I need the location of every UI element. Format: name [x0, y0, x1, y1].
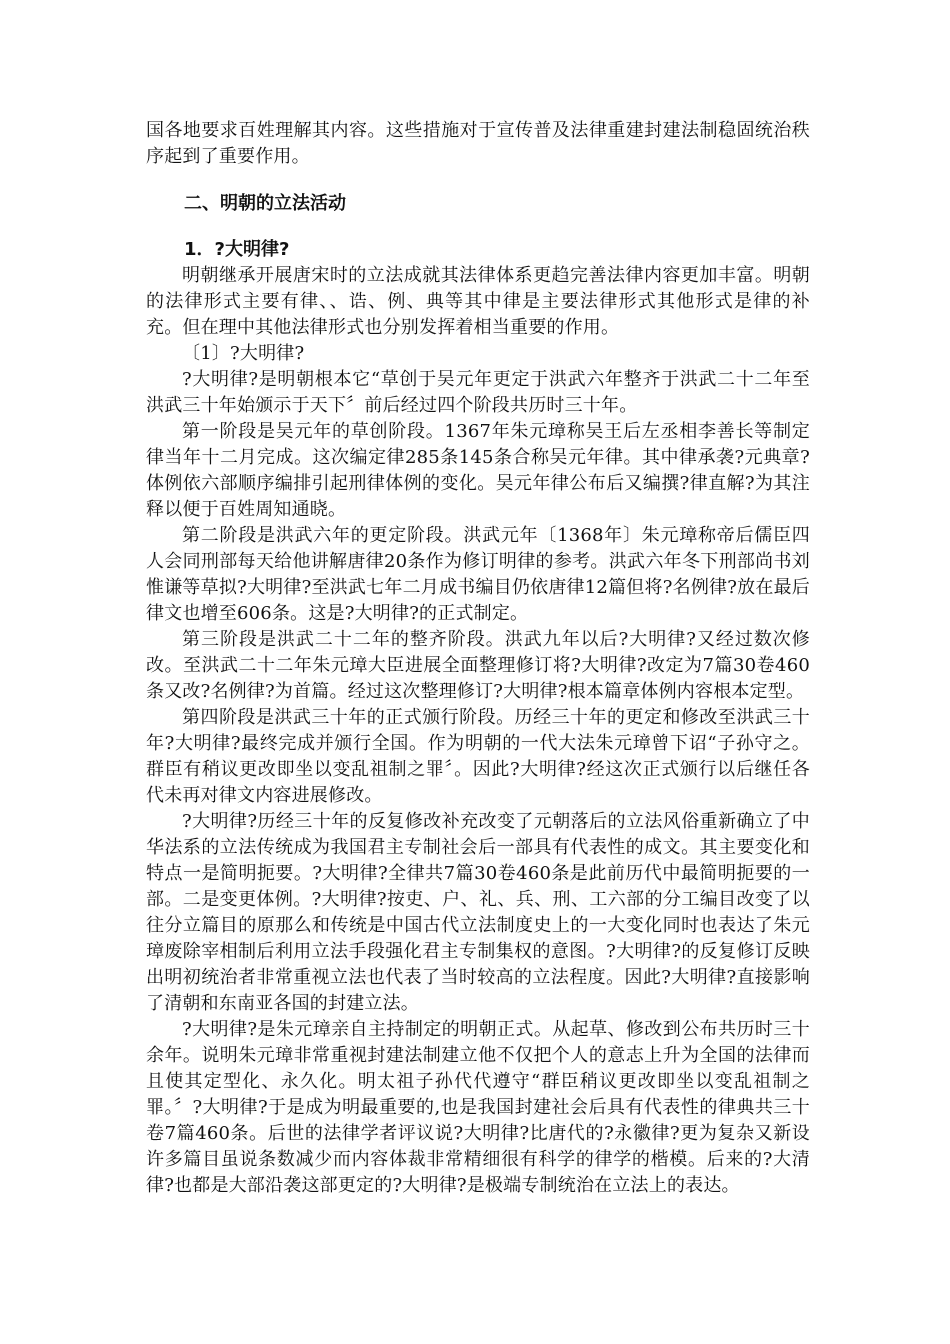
subsection-heading: 1．?大明律?	[184, 239, 290, 260]
document-page	[146, 118, 810, 1199]
paragraph-continuation: 国各地要求百姓理解其内容。这些措施对于宣传普及法律重建封建法制稳固统治秩序起到了重要作用。	[146, 120, 810, 167]
body-paragraph: 第一阶段是吴元年的草创阶段。1367年朱元璋称吴王后左丞相李善长等制定律当年十二月完成。这次编定律285条145条合称吴元年律。其中律承袭?元典章?体例依六部顺序编排引起刑律体例的变化。吴元年律公布后又编撰?律直解?为其注释以便于百姓周知通晓。	[146, 421, 810, 520]
body-paragraph: 第二阶段是洪武六年的更定阶段。洪武元年〔1368年〕朱元璋称帝后儒臣四人会同刑部每天给他讲解唐律20条作为修订明律的参考。洪武六年冬下刑部尚书刘惟谦等草拟?大明律?至洪武七年二月成书编目仍依唐律12篇但将?名例律?放在最后律文也增至606条。这是?大明律?的正式制定。	[146, 525, 810, 624]
body-paragraph: ?大明律?是朱元璋亲自主持制定的明朝正式。从起草、修改到公布共历时三十余年。说明朱元璋非常重视封建法制建立他不仅把个人的意志上升为全国的法律而且使其定型化、永久化。明太祖子孙代代遵守“群臣稍议更改即坐以变乱祖制之罪。〞?大明律?于是成为明最重要的,也是我国封建社会后具有代表性的律典共三十卷7篇460条。后世的法律学者评议说?大明律?比唐代的?永徽律?更为复杂又新设许多篇目虽说条数减少而内容体裁非常精细很有科学的律学的楷模。后来的?大清律?也都是大部沿袭这部更定的?大明律?是极端专制统治在立法上的表达。	[146, 1019, 810, 1196]
body-paragraph: ?大明律?是明朝根本它“草创于吴元年更定于洪武六年整齐于洪武二十二年至洪武三十年始颁示于天下〞前后经过四个阶段共历时三十年。	[146, 369, 810, 416]
body-paragraph: ?大明律?历经三十年的反复修改补充改变了元朝落后的立法风俗重新确立了中华法系的立法传统成为我国君主专制社会后一部具有代表性的成文。其主要变化和特点一是简明扼要。?大明律?全律共7篇30卷460条是此前历代中最简明扼要的一部。二是变更体例。?大明律?按吏、户、礼、兵、刑、工六部的分工编目改变了以往分立篇目的原那么和传统是中国古代立法制度史上的一大变化同时也表达了朱元璋废除宰相制后利用立法手段强化君主专制集权的意图。?大明律?的反复修订反映出明初统治者非常重视立法也代表了当时较高的立法程度。因此?大明律?直接影响了清朝和东南亚各国的封建立法。	[146, 811, 810, 1014]
section-heading: 二、明朝的立法活动	[184, 193, 346, 214]
body-paragraph: 第三阶段是洪武二十二年的整齐阶段。洪武九年以后?大明律?又经过数次修改。至洪武二十二年朱元璋大臣进展全面整理修订将?大明律?改定为7篇30卷460条又改?名例律?为首篇。经过这次整理修订?大明律?根本篇章体例内容根本定型。	[146, 629, 810, 702]
body-paragraph: 第四阶段是洪武三十年的正式颁行阶段。历经三十年的更定和修改至洪武三十年?大明律?最终完成并颁行全国。作为明朝的一代大法朱元璋曾下诏“子孙守之。群臣有稍议更改即坐以变乱祖制之罪〞。因此?大明律?经这次正式颁行以后继任各代未再对律文内容进展修改。	[146, 707, 810, 806]
intro-paragraph: 明朝继承开展唐宋时的立法成就其法律体系更趋完善法律内容更加丰富。明朝的法律形式主要有律、、诰、例、典等其中律是主要法律形式其他形式是律的补充。但在理中其他法律形式也分别发挥着相当重要的作用。	[146, 265, 810, 338]
item-label: 〔1〕?大明律?	[182, 343, 305, 364]
